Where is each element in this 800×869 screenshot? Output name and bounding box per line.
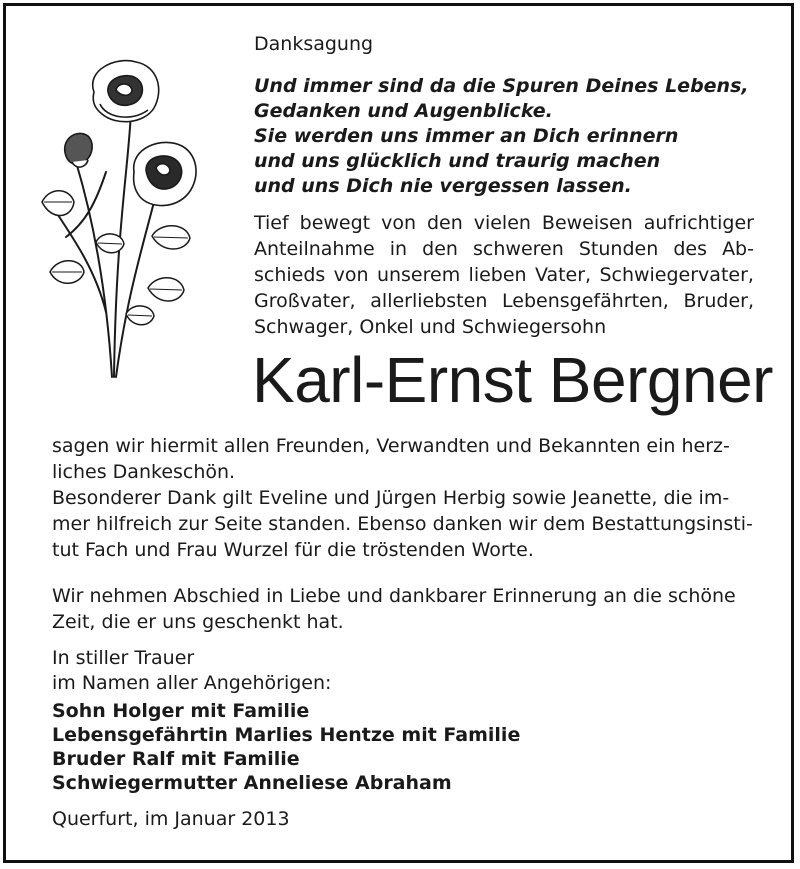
family-member: Schwiegermutter Anneliese Abraham (52, 772, 452, 794)
poem-line: und uns Dich nie vergessen lassen. (254, 175, 632, 197)
body-line: liches Dankeschön. (52, 461, 236, 483)
intro-line: Schwager, Onkel und Schwiegersohn (254, 316, 607, 338)
intro-line: schieds von unserem lieben Vater, Schwiegervater, (254, 264, 754, 286)
poem-line: Sie werden uns immer an Dich erinnern (254, 125, 679, 147)
mourning-line: In stiller Trauer (52, 647, 195, 669)
body-line: mer hilfreich zur Seite standen. Ebenso danken wir dem Bestattungsinsti- (52, 513, 753, 535)
body-line: Wir nehmen Abschied in Liebe und dankbarer Erinnerung an die schöne (52, 585, 736, 607)
deceased-name: Karl-Ernst Bergner (252, 344, 773, 416)
roses-icon (36, 52, 206, 382)
intro-line: Tief bewegt von den vielen Beweisen aufrichtiger (254, 212, 754, 234)
mourning-line: im Namen aller Angehörigen: (52, 672, 332, 694)
body-text (52, 433, 754, 635)
mourning-note (52, 646, 331, 696)
intro-line: Anteilnahme in den schweren Stunden des Ab- (254, 238, 754, 260)
intro-line: Großvater, allerliebsten Lebensgefährten, Bruder, (254, 290, 754, 312)
poem-line: und uns glücklich und traurig machen (254, 150, 661, 172)
poem-line: Gedanken und Augenblicke. (254, 100, 553, 122)
poem (254, 74, 749, 199)
heading: Danksagung (254, 33, 374, 55)
intro-text (254, 210, 754, 340)
family-member: Sohn Holger mit Familie (52, 700, 310, 722)
family-member: Lebensgefährtin Marlies Hentze mit Familie (52, 724, 521, 746)
body-line: tut Fach und Frau Wurzel für die tröstenden Worte. (52, 539, 534, 561)
body-line: Zeit, die er uns geschenkt hat. (52, 611, 344, 633)
poem-line: Und immer sind da die Spuren Deines Lebens, (254, 75, 749, 97)
place-date: Querfurt, im Januar 2013 (52, 808, 290, 830)
body-line: Besonderer Dank gilt Eveline und Jürgen Herbig sowie Jeanette, die im- (52, 487, 730, 509)
body-line: sagen wir hiermit allen Freunden, Verwandten und Bekannten ein herz- (52, 435, 730, 457)
family-member: Bruder Ralf mit Familie (52, 748, 300, 770)
family-list (52, 699, 520, 795)
